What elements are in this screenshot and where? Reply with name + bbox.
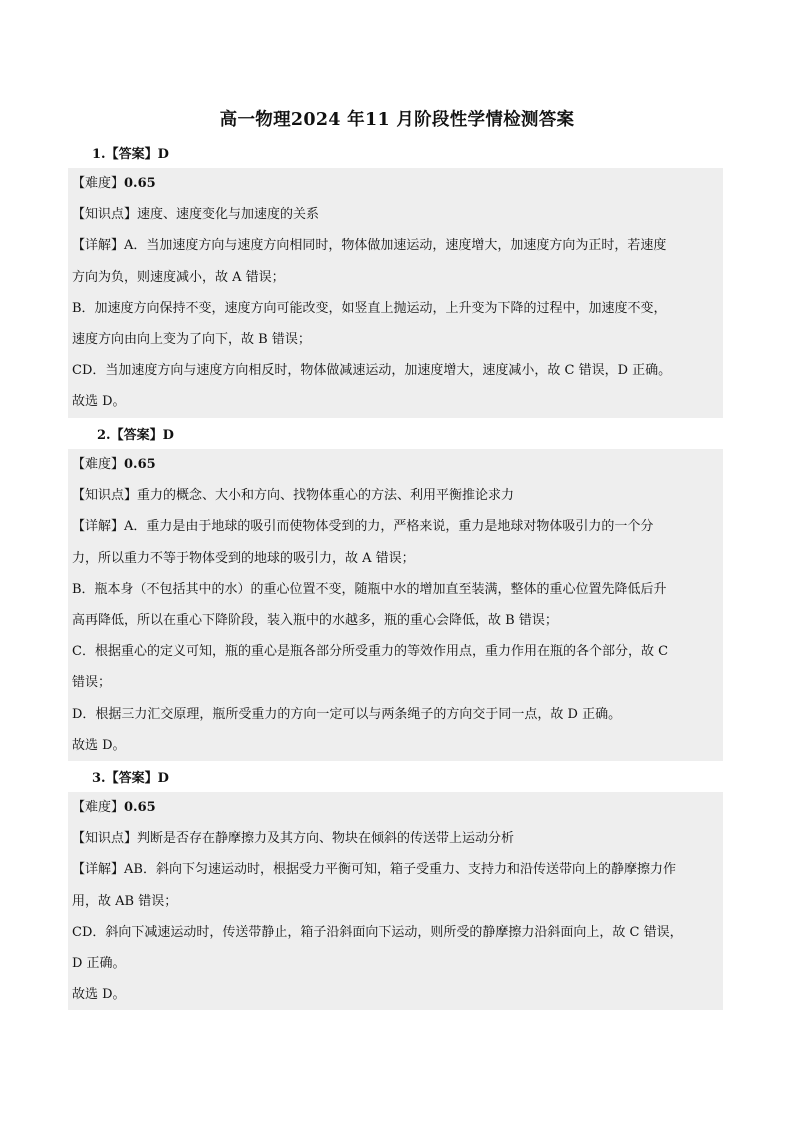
explanation-line: D 正确。 <box>72 955 126 971</box>
page-title: 高一物理2024 年11 月阶段性学情检测答案 <box>219 110 575 130</box>
knowledge-row: 【知识点】重力的概念、大小和方向、找物体重心的方法、利用平衡推论求力 <box>72 488 515 504</box>
explanation-line: 故选 D。 <box>72 737 126 753</box>
answer-heading-3: 3.【答案】D <box>92 771 169 786</box>
explanation-line: 故选 D。 <box>72 394 126 410</box>
difficulty-row: 【难度】0.65 <box>72 176 156 191</box>
explanation-line: B．加速度方向保持不变，速度方向可能改变，如竖直上抛运动，上升变为下降的过程中，加速度不变， <box>72 300 667 316</box>
knowledge-row: 【知识点】速度、速度变化与加速度的关系 <box>72 207 320 223</box>
answer-block-3 <box>68 792 723 1010</box>
explanation-line: 【详解】A．重力是由于地球的吸引而使物体受到的力，严格来说，重力是地球对物体吸引力的一个分 <box>72 519 654 535</box>
explanation-line: 用，故 AB 错误； <box>72 893 178 909</box>
explanation-line: 错误； <box>72 675 112 691</box>
answer-block-1 <box>68 168 723 418</box>
knowledge-row: 【知识点】判断是否存在静摩擦力及其方向、物块在倾斜的传送带上运动分析 <box>72 831 515 847</box>
difficulty-row: 【难度】0.65 <box>72 457 156 472</box>
explanation-line: 方向为负，则速度减小，故 A 错误； <box>72 269 285 285</box>
answer-block-2 <box>68 449 723 761</box>
explanation-line: 高再降低，所以在重心下降阶段，装入瓶中的水越多，瓶的重心会降低，故 B 错误； <box>72 612 558 628</box>
explanation-line: 故选 D。 <box>72 987 126 1003</box>
explanation-line: 力，所以重力不等于物体受到的地球的吸引力，故 A 错误； <box>72 550 415 566</box>
difficulty-row: 【难度】0.65 <box>72 800 156 815</box>
explanation-line: 速度方向由向上变为了向下，故 B 错误； <box>72 331 311 347</box>
explanation-line: 【详解】A．当加速度方向与速度方向相同时，物体做加速运动，速度增大，加速度方向为正时，若速度 <box>72 238 667 254</box>
answer-heading-1: 1.【答案】D <box>92 147 169 162</box>
explanation-line: CD．当加速度方向与速度方向相反时，物体做减速运动，加速度增大，速度减小，故 C 错误，D 正确。 <box>72 363 672 379</box>
explanation-line: 【详解】AB．斜向下匀速运动时，根据受力平衡可知，箱子受重力、支持力和沿传送带向上的静摩擦力作 <box>72 862 676 878</box>
explanation-line: C．根据重心的定义可知，瓶的重心是瓶各部分所受重力的等效作用点，重力作用在瓶的各个部分，故 C <box>72 644 669 660</box>
explanation-line: D．根据三力汇交原理，瓶所受重力的方向一定可以与两条绳子的方向交于同一点，故 D 正确。 <box>72 706 622 722</box>
explanation-line: B．瓶本身（不包括其中的水）的重心位置不变，随瓶中水的增加直至装满，整体的重心位置先降低后升 <box>72 581 667 597</box>
explanation-line: CD．斜向下减速运动时，传送带静止，箱子沿斜面向下运动，则所受的静摩擦力沿斜面向上，故 C 错误， <box>72 924 683 940</box>
answer-heading-2: 2.【答案】D <box>97 428 174 443</box>
